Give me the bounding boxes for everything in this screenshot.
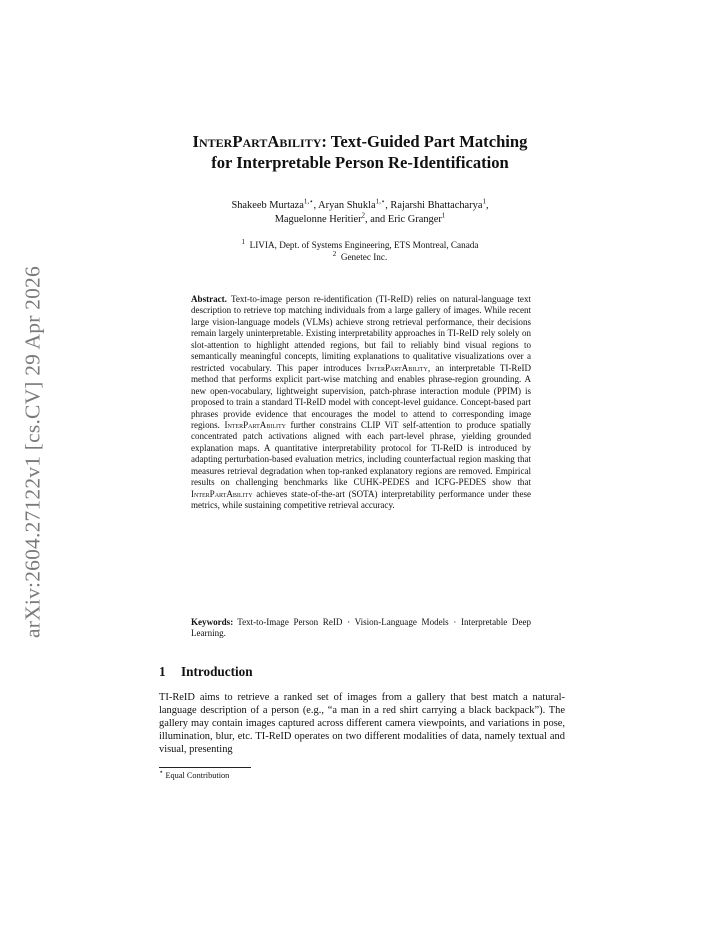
- affiliation-text: Genetec Inc.: [340, 252, 388, 262]
- section-number: 1: [159, 664, 166, 679]
- affiliation-2: [150, 251, 570, 263]
- author-name: Maguelonne Heritier: [274, 214, 362, 225]
- arxiv-identifier: arXiv:2604.27122v1 [cs.CV] 29 Apr 2026: [20, 266, 45, 638]
- method-name: InterPartAbility: [224, 419, 286, 430]
- author-separator: ,: [313, 200, 319, 211]
- footnote-text: Equal Contribution: [165, 771, 230, 780]
- method-name: InterPartAbility: [191, 488, 253, 499]
- abstract-text-1: Text-to-image person re-identification (TI-ReID) relies on natural-language text description to retrieve top matching individuals from a large gallery of images. While recent large vision-language models (VLMs) achieve strong retrieval performance, their decisions remain largely uninterpretable. Existing interpretability approaches in TI-ReID rely solely on slot-attention to highlight attended regions, but fail to reliably bind visual regions to semantically meaningful concepts, limiting explanations to qualitative visualizations over a restricted vocabulary. This paper introduces: [191, 294, 531, 373]
- keywords: [191, 617, 531, 640]
- author-list: [150, 199, 570, 227]
- abstract: [191, 294, 531, 512]
- title-line1-rest: : Text-Guided Part Matching: [321, 132, 528, 151]
- author-separator: , and: [365, 214, 388, 225]
- section-title: Introduction: [181, 664, 253, 679]
- method-name: InterPartAbility: [192, 132, 322, 151]
- author-affil-mark: 1: [441, 211, 446, 220]
- footnote-mark: ⋆: [159, 768, 164, 777]
- author-affil-mark: 1: [482, 197, 486, 206]
- affiliation-mark: 2: [332, 249, 337, 258]
- method-name: InterPartAbility: [366, 362, 428, 373]
- intro-paragraph: TI-ReID aims to retrieve a ranked set of images from a gallery that best match a natural-language description of a person (e.g., “a man in a red shirt carrying a black backpack”). The gallery may contain images captured across different camera viewpoints, and variations in pose, illumination, blur, etc. TI-ReID operates on two different modalities of data, namely textual and visual, presenting: [159, 692, 565, 756]
- abstract-text-4: achieves state-of-the-art (SOTA) interpretability performance under these metrics, while sustaining competitive retrieval accuracy.: [191, 488, 531, 511]
- affiliation-text: LIVIA, Dept. of Systems Engineering, ETS Montreal, Canada: [249, 240, 479, 250]
- author-affil-mark: 1,⋆: [375, 197, 386, 206]
- keywords-text: Text-to-Image Person ReID · Vision-Language Models · Interpretable Deep Learning.: [191, 617, 531, 639]
- author-name: Aryan Shukla: [318, 200, 376, 211]
- title-line2: for Interpretable Person Re-Identification: [211, 153, 509, 172]
- author-line-1: [150, 199, 570, 213]
- affiliation-mark: 1: [241, 237, 246, 246]
- abstract-text-2: , an interpretable TI-ReID method that performs explicit part-wise matching and enables phrase-region grounding. A new open-vocabulary, lightweight supervision, patch-phrase interaction module (PPIM) is proposed to train a standard TI-ReID model with concept-level guidance. Concept-based part phrases provide evidence that encourages the model to attend to corresponding image regions.: [191, 362, 532, 430]
- arxiv-sidebar-stamp: [22, 258, 44, 646]
- paper-title: [140, 131, 580, 173]
- author-separator: ,: [385, 200, 391, 211]
- author-name: Rajarshi Bhattacharya: [390, 200, 483, 211]
- footnote-rule: [159, 767, 251, 768]
- footnote: [159, 768, 230, 780]
- section-heading: [159, 664, 253, 680]
- author-affil-mark: 1,⋆: [303, 197, 314, 206]
- abstract-label: Abstract.: [191, 294, 227, 304]
- author-name: Eric Granger: [387, 214, 442, 225]
- author-line-2: [150, 213, 570, 227]
- author-separator: ,: [485, 200, 489, 211]
- author-affil-mark: 2: [361, 211, 366, 220]
- abstract-text-3: further constrains CLIP ViT self-attention to produce spatially concentrated patch activations aligned with each part-level phrase, yielding grounded explanation maps. A quantitative interpretability protocol for TI-ReID is introduced by adapting perturbation-based evaluation metrics, including counterfactual region masking that measures retrieval degradation when top-ranked explanatory regions are removed. Empirical results on challenging benchmarks like CUHK-PEDES and ICFG-PEDES show that: [191, 419, 531, 488]
- affiliations: [150, 239, 570, 263]
- keywords-label: Keywords:: [191, 617, 234, 627]
- affiliation-1: [150, 239, 570, 251]
- author-name: Shakeeb Murtaza: [231, 200, 304, 211]
